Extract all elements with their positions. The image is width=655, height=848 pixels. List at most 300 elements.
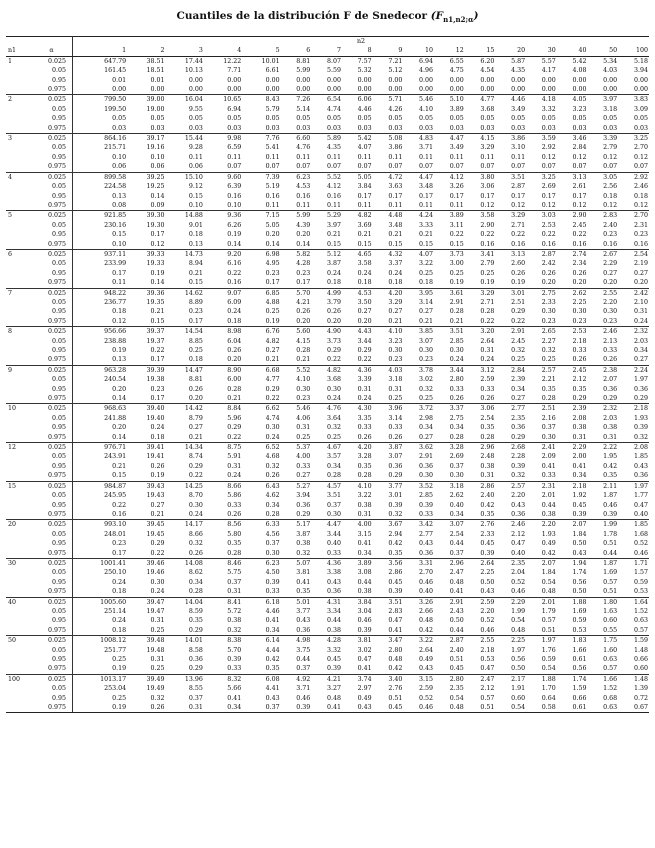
value-cell: 2.38 bbox=[603, 366, 618, 374]
value-cell: 0.48 bbox=[434, 703, 465, 713]
table-row bbox=[6, 211, 649, 221]
value-cell: 0.34 bbox=[633, 347, 648, 354]
value-cell: 0.34 bbox=[242, 626, 280, 636]
value-cell: 5.70 bbox=[227, 646, 242, 654]
value-cell: 0.32 bbox=[541, 347, 556, 354]
n1-cell bbox=[6, 278, 31, 288]
value-cell: 0.03 bbox=[242, 124, 280, 134]
value-cell: 4.05 bbox=[572, 96, 587, 104]
value-cell: 8.84 bbox=[227, 405, 242, 413]
value-cell: 2.43 bbox=[449, 607, 464, 615]
alpha-header: α bbox=[31, 46, 73, 56]
value-cell: 0.07 bbox=[526, 162, 557, 172]
value-cell: 9.36 bbox=[227, 212, 242, 220]
value-cell: 0.25 bbox=[495, 355, 526, 365]
value-cell: 3.44 bbox=[449, 366, 464, 374]
value-cell: 0.30 bbox=[388, 347, 403, 354]
value-cell: 0.01 bbox=[150, 76, 165, 84]
value-cell: 2.54 bbox=[449, 530, 464, 538]
table-row bbox=[6, 636, 649, 646]
value-cell: 3.83 bbox=[633, 96, 648, 104]
value-cell: 0.36 bbox=[296, 501, 311, 509]
value-cell: 0.23 bbox=[403, 355, 434, 365]
value-cell: 230.16 bbox=[104, 221, 127, 229]
value-cell: 0.24 bbox=[227, 308, 242, 316]
value-cell: 39.47 bbox=[146, 598, 165, 606]
value-cell: 0.54 bbox=[495, 703, 526, 713]
value-cell: 1.64 bbox=[633, 598, 648, 606]
value-cell: 4.77 bbox=[480, 96, 495, 104]
value-cell: 968.63 bbox=[104, 405, 127, 413]
value-cell: 0.22 bbox=[342, 355, 373, 365]
n1-cell bbox=[6, 452, 31, 461]
value-cell: 3.07 bbox=[449, 521, 464, 529]
value-cell: 5.60 bbox=[296, 328, 311, 336]
value-cell: 0.41 bbox=[434, 587, 465, 597]
n1-cell bbox=[6, 414, 31, 423]
value-cell: 0.12 bbox=[73, 317, 128, 327]
value-cell: 5.32 bbox=[357, 67, 372, 75]
value-cell: 2.85 bbox=[449, 337, 464, 345]
alpha-cell: 0.95 bbox=[31, 539, 73, 548]
value-cell: 0.26 bbox=[572, 269, 587, 277]
value-cell: 4.20 bbox=[357, 444, 372, 452]
value-cell: 0.13 bbox=[112, 192, 127, 200]
value-cell: 5.27 bbox=[296, 482, 311, 490]
alpha-cell: 0.025 bbox=[31, 95, 73, 105]
alpha-cell: 0.95 bbox=[31, 385, 73, 394]
value-cell: 3.22 bbox=[357, 492, 372, 500]
value-cell: 5.72 bbox=[227, 607, 242, 615]
value-cell: 0.45 bbox=[373, 703, 404, 713]
value-cell: 3.00 bbox=[449, 260, 464, 268]
value-cell: 4.03 bbox=[388, 366, 403, 374]
value-cell: 0.12 bbox=[526, 201, 557, 211]
value-cell: 2.46 bbox=[633, 183, 648, 191]
value-cell: 0.17 bbox=[388, 192, 403, 200]
value-cell: 2.70 bbox=[419, 569, 434, 577]
title-text: Cuantiles de la distribución F de Snedecor bbox=[176, 10, 428, 22]
value-cell: 14.62 bbox=[184, 289, 203, 297]
value-cell: 2.29 bbox=[603, 260, 618, 268]
value-cell: 0.11 bbox=[357, 153, 372, 161]
value-cell: 3.58 bbox=[480, 212, 495, 220]
value-cell: 3.49 bbox=[511, 105, 526, 113]
value-cell: 6.61 bbox=[265, 67, 280, 75]
value-cell: 7.76 bbox=[265, 135, 280, 143]
value-cell: 3.48 bbox=[388, 221, 403, 229]
value-cell: 8.07 bbox=[326, 57, 341, 65]
value-cell: 2.25 bbox=[572, 298, 587, 306]
value-cell: 0.49 bbox=[419, 656, 434, 663]
value-cell: 4.76 bbox=[326, 405, 341, 413]
value-cell: 8.32 bbox=[227, 675, 242, 683]
value-cell: 4.74 bbox=[326, 105, 341, 113]
value-cell: 2.64 bbox=[480, 337, 495, 345]
value-cell: 0.20 bbox=[342, 317, 373, 327]
alpha-cell: 0.975 bbox=[31, 549, 73, 559]
value-cell: 899.58 bbox=[104, 173, 127, 181]
value-cell: 3.78 bbox=[419, 366, 434, 374]
value-cell: 0.50 bbox=[572, 540, 587, 548]
value-cell: 14.25 bbox=[184, 482, 203, 490]
value-cell: 2.68 bbox=[511, 444, 526, 452]
value-cell: 0.20 bbox=[557, 278, 588, 288]
value-cell: 3.39 bbox=[357, 376, 372, 384]
value-cell: 2.16 bbox=[541, 414, 556, 422]
table-row bbox=[6, 375, 649, 384]
value-cell: 3.72 bbox=[419, 405, 434, 413]
value-cell: 3.80 bbox=[480, 173, 495, 181]
value-cell: 1.66 bbox=[603, 675, 618, 683]
value-cell: 948.22 bbox=[104, 289, 127, 297]
table-row bbox=[6, 607, 649, 616]
alpha-cell: 0.975 bbox=[31, 85, 73, 95]
value-cell: 0.32 bbox=[281, 549, 312, 559]
value-cell: 0.39 bbox=[511, 462, 526, 470]
value-cell: 0.39 bbox=[265, 578, 280, 586]
value-cell: 2.59 bbox=[419, 685, 434, 693]
value-cell: 0.23 bbox=[587, 317, 618, 327]
value-cell: 4.00 bbox=[296, 453, 311, 461]
value-cell: 0.41 bbox=[227, 694, 242, 702]
table-row bbox=[6, 249, 649, 259]
value-cell: 5.34 bbox=[603, 57, 618, 65]
value-cell: 2.39 bbox=[572, 405, 587, 413]
value-cell: 4.44 bbox=[265, 646, 280, 654]
value-cell: 0.00 bbox=[373, 85, 404, 95]
value-cell: 0.22 bbox=[511, 231, 526, 239]
value-cell: 4.24 bbox=[419, 212, 434, 220]
value-cell: 2.17 bbox=[511, 675, 526, 683]
n1-cell: 6 bbox=[8, 250, 13, 258]
value-cell: 0.00 bbox=[188, 76, 203, 84]
value-cell: 0.48 bbox=[495, 626, 526, 636]
value-cell: 3.84 bbox=[357, 598, 372, 606]
value-cell: 0.12 bbox=[495, 201, 526, 211]
value-cell: 0.63 bbox=[603, 656, 618, 663]
value-cell: 14.34 bbox=[184, 444, 203, 452]
value-cell: 0.21 bbox=[419, 231, 434, 239]
value-cell: 6.33 bbox=[265, 521, 280, 529]
value-cell: 0.37 bbox=[326, 501, 341, 509]
table-row bbox=[6, 162, 649, 172]
value-cell: 0.30 bbox=[449, 347, 464, 354]
value-cell: 19.49 bbox=[146, 685, 165, 693]
n1-group bbox=[6, 134, 649, 173]
value-cell: 2.55 bbox=[480, 637, 495, 645]
value-cell: 0.07 bbox=[242, 162, 280, 172]
value-cell: 1.39 bbox=[633, 685, 648, 693]
value-cell: 0.32 bbox=[265, 462, 280, 470]
value-cell: 2.79 bbox=[480, 260, 495, 268]
value-cell: 3.23 bbox=[572, 105, 587, 113]
value-cell: 6.26 bbox=[227, 221, 242, 229]
value-cell: 0.72 bbox=[633, 694, 648, 702]
value-cell: 2.33 bbox=[541, 298, 556, 306]
value-cell: 0.16 bbox=[227, 192, 242, 200]
table-row bbox=[6, 703, 649, 713]
value-cell: 0.11 bbox=[296, 153, 311, 161]
value-cell: 3.40 bbox=[388, 675, 403, 683]
value-cell: 956.66 bbox=[104, 328, 127, 336]
value-cell: 0.30 bbox=[150, 578, 165, 586]
value-cell: 0.37 bbox=[449, 462, 464, 470]
table-row bbox=[6, 95, 649, 105]
value-cell: 0.56 bbox=[511, 656, 526, 663]
value-cell: 2.07 bbox=[572, 521, 587, 529]
value-cell: 864.16 bbox=[104, 135, 127, 143]
n2-column-header: 2 bbox=[127, 46, 165, 56]
value-cell: 0.19 bbox=[112, 347, 127, 354]
value-cell: 0.00 bbox=[357, 76, 372, 84]
value-cell: 2.45 bbox=[572, 221, 587, 229]
value-cell: 0.18 bbox=[633, 192, 648, 200]
value-cell: 0.44 bbox=[541, 501, 556, 509]
value-cell: 0.37 bbox=[242, 703, 280, 713]
value-cell: 3.35 bbox=[357, 414, 372, 422]
value-cell: 0.37 bbox=[265, 540, 280, 548]
value-cell: 4.41 bbox=[265, 685, 280, 693]
value-cell: 0.45 bbox=[326, 656, 341, 663]
value-cell: 0.35 bbox=[188, 617, 203, 625]
value-cell: 0.21 bbox=[357, 231, 372, 239]
value-cell: 2.20 bbox=[603, 298, 618, 306]
value-cell: 3.06 bbox=[480, 405, 495, 413]
value-cell: 0.03 bbox=[373, 124, 404, 134]
value-cell: 0.37 bbox=[434, 549, 465, 559]
alpha-cell: 0.025 bbox=[31, 674, 73, 684]
value-cell: 0.24 bbox=[166, 510, 204, 520]
value-cell: 0.29 bbox=[188, 462, 203, 470]
alpha-cell: 0.975 bbox=[31, 703, 73, 713]
alpha-cell: 0.95 bbox=[31, 616, 73, 625]
value-cell: 3.77 bbox=[388, 482, 403, 490]
value-cell: 0.29 bbox=[587, 394, 618, 404]
alpha-cell: 0.95 bbox=[31, 76, 73, 85]
value-cell: 0.22 bbox=[465, 317, 496, 327]
value-cell: 3.07 bbox=[388, 453, 403, 461]
value-cell: 3.79 bbox=[326, 298, 341, 306]
value-cell: 3.26 bbox=[419, 598, 434, 606]
value-cell: 0.30 bbox=[572, 308, 587, 316]
value-cell: 0.16 bbox=[73, 510, 128, 520]
value-cell: 0.14 bbox=[204, 240, 242, 250]
value-cell: 0.15 bbox=[311, 240, 342, 250]
value-cell: 0.03 bbox=[73, 124, 128, 134]
value-cell: 4.53 bbox=[296, 183, 311, 191]
value-cell: 0.31 bbox=[633, 308, 648, 316]
table-row bbox=[6, 674, 649, 684]
value-cell: 0.28 bbox=[526, 394, 557, 404]
value-cell: 251.14 bbox=[104, 607, 127, 615]
n1-cell bbox=[6, 346, 31, 355]
n2-column-header: 4 bbox=[204, 46, 242, 56]
value-cell: 0.41 bbox=[311, 703, 342, 713]
value-cell: 0.34 bbox=[188, 578, 203, 586]
value-cell: 3.08 bbox=[357, 569, 372, 577]
value-cell: 0.15 bbox=[127, 317, 165, 327]
value-cell: 3.39 bbox=[603, 135, 618, 143]
alpha-cell: 0.975 bbox=[31, 433, 73, 443]
value-cell: 2.21 bbox=[541, 376, 556, 384]
alpha-cell: 0.025 bbox=[31, 249, 73, 259]
value-cell: 19.47 bbox=[146, 607, 165, 615]
value-cell: 6.08 bbox=[265, 675, 280, 683]
value-cell: 19.00 bbox=[146, 105, 165, 113]
value-cell: 0.43 bbox=[419, 540, 434, 548]
value-cell: 0.23 bbox=[296, 269, 311, 277]
value-cell: 2.53 bbox=[541, 221, 556, 229]
value-cell: 0.39 bbox=[311, 664, 342, 674]
value-cell: 1.93 bbox=[541, 530, 556, 538]
value-cell: 0.15 bbox=[166, 278, 204, 288]
value-cell: 0.42 bbox=[388, 540, 403, 548]
value-cell: 199.50 bbox=[104, 105, 127, 113]
n1-cell bbox=[6, 162, 31, 172]
value-cell: 0.11 bbox=[326, 153, 341, 161]
value-cell: 3.05 bbox=[603, 173, 618, 181]
value-cell: 0.32 bbox=[511, 347, 526, 354]
value-cell: 3.51 bbox=[449, 328, 464, 336]
value-cell: 0.33 bbox=[449, 385, 464, 393]
value-cell: 0.19 bbox=[434, 278, 465, 288]
value-cell: 3.13 bbox=[572, 173, 587, 181]
value-cell: 2.34 bbox=[572, 260, 587, 268]
value-cell: 2.01 bbox=[541, 598, 556, 606]
value-cell: 2.90 bbox=[480, 221, 495, 229]
value-cell: 2.64 bbox=[419, 646, 434, 654]
value-cell: 1.52 bbox=[603, 685, 618, 693]
value-cell: 0.51 bbox=[526, 626, 557, 636]
value-cell: 1.76 bbox=[541, 646, 556, 654]
value-cell: 0.53 bbox=[618, 587, 649, 597]
value-cell: 6.98 bbox=[265, 250, 280, 258]
value-cell: 2.75 bbox=[449, 414, 464, 422]
value-cell: 9.28 bbox=[188, 144, 203, 152]
value-cell: 19.38 bbox=[146, 376, 165, 384]
value-cell: 4.17 bbox=[541, 67, 556, 75]
value-cell: 4.12 bbox=[449, 173, 464, 181]
n1-cell bbox=[6, 182, 31, 191]
table-row bbox=[6, 578, 649, 587]
value-cell: 2.91 bbox=[449, 298, 464, 306]
value-cell: 8.70 bbox=[188, 492, 203, 500]
value-cell: 0.03 bbox=[166, 124, 204, 134]
value-cell: 1.63 bbox=[603, 607, 618, 615]
value-cell: 0.24 bbox=[127, 587, 165, 597]
value-cell: 2.76 bbox=[480, 521, 495, 529]
value-cell: 0.06 bbox=[73, 162, 128, 172]
n1-cell bbox=[6, 607, 31, 616]
value-cell: 0.03 bbox=[311, 124, 342, 134]
value-cell: 3.29 bbox=[480, 289, 495, 297]
value-cell: 0.36 bbox=[311, 587, 342, 597]
value-cell: 0.19 bbox=[465, 278, 496, 288]
n2-column-header: 100 bbox=[618, 46, 649, 56]
value-cell: 4.46 bbox=[265, 607, 280, 615]
value-cell: 0.15 bbox=[373, 240, 404, 250]
value-cell: 0.00 bbox=[633, 76, 648, 84]
value-cell: 5.19 bbox=[265, 183, 280, 191]
value-cell: 0.33 bbox=[311, 549, 342, 559]
value-cell: 14.47 bbox=[184, 366, 203, 374]
value-cell: 0.20 bbox=[618, 278, 649, 288]
table-row bbox=[6, 433, 649, 443]
alpha-cell: 0.95 bbox=[31, 153, 73, 162]
value-cell: 2.76 bbox=[388, 685, 403, 693]
value-cell: 4.39 bbox=[296, 221, 311, 229]
value-cell: 2.29 bbox=[572, 444, 587, 452]
value-cell: 0.24 bbox=[242, 433, 280, 443]
table-row bbox=[6, 66, 649, 75]
value-cell: 0.28 bbox=[227, 385, 242, 393]
alpha-cell: 0.975 bbox=[31, 626, 73, 636]
n1-cell bbox=[6, 394, 31, 404]
value-cell: 0.19 bbox=[73, 664, 128, 674]
value-cell: 3.46 bbox=[572, 135, 587, 143]
value-cell: 1.80 bbox=[603, 598, 618, 606]
value-cell: 4.28 bbox=[296, 260, 311, 268]
value-cell: 5.80 bbox=[227, 530, 242, 538]
value-cell: 0.07 bbox=[403, 162, 434, 172]
value-cell: 3.68 bbox=[326, 376, 341, 384]
n1-cell bbox=[6, 462, 31, 471]
value-cell: 0.43 bbox=[633, 462, 648, 470]
value-cell: 3.96 bbox=[388, 405, 403, 413]
alpha-cell: 0.975 bbox=[31, 587, 73, 597]
value-cell: 0.00 bbox=[388, 76, 403, 84]
table-row bbox=[6, 153, 649, 162]
table-row bbox=[6, 143, 649, 152]
value-cell: 0.18 bbox=[73, 626, 128, 636]
value-cell: 0.22 bbox=[150, 347, 165, 354]
value-cell: 9.07 bbox=[227, 289, 242, 297]
value-cell: 2.91 bbox=[511, 328, 526, 336]
value-cell: 799.50 bbox=[104, 96, 127, 104]
value-cell: 0.06 bbox=[127, 162, 165, 172]
value-cell: 0.36 bbox=[511, 424, 526, 432]
value-cell: 2.91 bbox=[449, 598, 464, 606]
n1-group bbox=[6, 249, 649, 288]
value-cell: 2.70 bbox=[633, 212, 648, 220]
value-cell: 2.53 bbox=[572, 328, 587, 336]
value-cell: 4.07 bbox=[357, 144, 372, 152]
header-row-columns bbox=[6, 46, 649, 56]
value-cell: 3.01 bbox=[388, 492, 403, 500]
value-cell: 0.36 bbox=[603, 385, 618, 393]
value-cell: 0.38 bbox=[572, 424, 587, 432]
value-cell: 0.16 bbox=[204, 278, 242, 288]
value-cell: 4.92 bbox=[296, 675, 311, 683]
alpha-cell: 0.05 bbox=[31, 221, 73, 230]
value-cell: 2.61 bbox=[572, 183, 587, 191]
value-cell: 3.26 bbox=[449, 183, 464, 191]
alpha-cell: 0.975 bbox=[31, 471, 73, 481]
value-cell: 0.30 bbox=[419, 347, 434, 354]
value-cell: 0.21 bbox=[434, 317, 465, 327]
value-cell: 2.48 bbox=[480, 453, 495, 461]
value-cell: 0.46 bbox=[403, 703, 434, 713]
value-cell: 5.17 bbox=[296, 521, 311, 529]
value-cell: 0.16 bbox=[526, 240, 557, 250]
value-cell: 2.96 bbox=[480, 444, 495, 452]
value-cell: 0.30 bbox=[403, 471, 434, 481]
value-cell: 0.28 bbox=[242, 510, 280, 520]
n1-cell: 12 bbox=[8, 444, 17, 452]
value-cell: 3.89 bbox=[449, 105, 464, 113]
alpha-cell: 0.975 bbox=[31, 510, 73, 520]
